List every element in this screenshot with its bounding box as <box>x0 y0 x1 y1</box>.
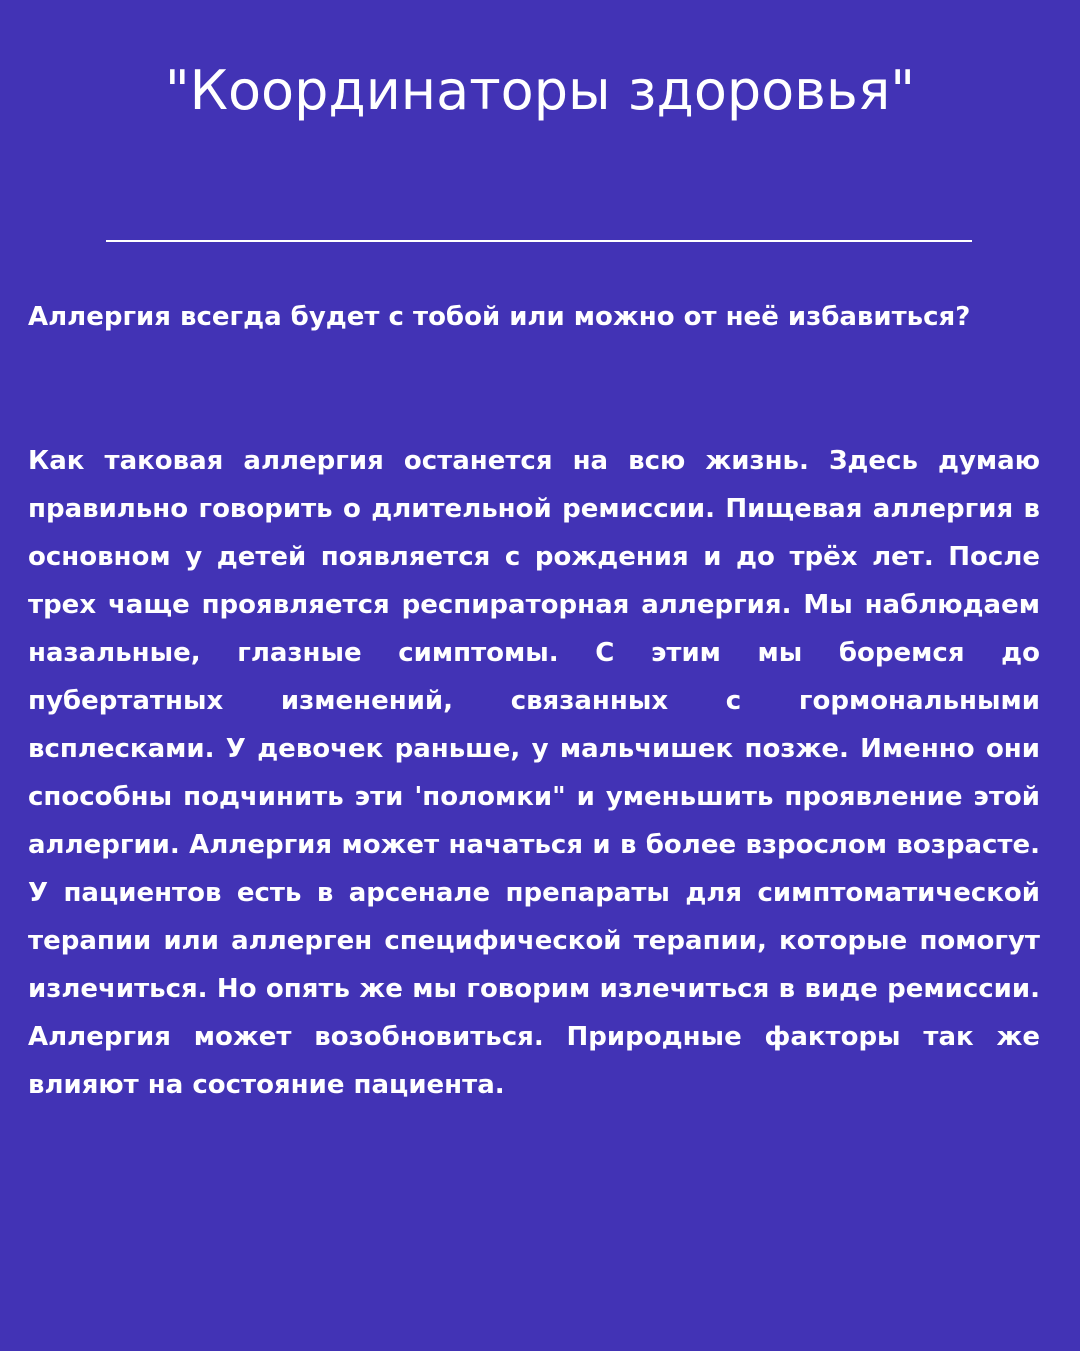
title-divider <box>106 240 972 242</box>
answer-text: Как таковая аллергия останется на всю жизнь. Здесь думаю правильно говорить о длительной ремиссии. Пищевая аллергия в основном у детей появляется с рождения и до трёх лет. После трех чаще проявляется респираторная аллергия. Мы наблюдаем назальные, глазные симптомы. С этим мы боремся до пубертатных изменений, связанных с гормональными всплесками. У девочек раньше, у мальчишек позже. Именно они способны подчинить эти 'поломки" и уменьшить проявление этой аллергии. Аллергия может начаться и в более взрослом возрасте. У пациентов есть в арсенале препараты для симптоматической терапии или аллерген специфической терапии, которые помогут излечиться. Но опять же мы говорим излечиться в виде ремиссии. Аллергия может возобновиться. Природные факторы так же влияют на состояние пациента. <box>28 446 1040 1100</box>
question-text: Аллергия всегда будет с тобой или можно от неё избавиться? <box>28 302 971 332</box>
page-title: "Координаторы здоровья" <box>164 59 916 122</box>
